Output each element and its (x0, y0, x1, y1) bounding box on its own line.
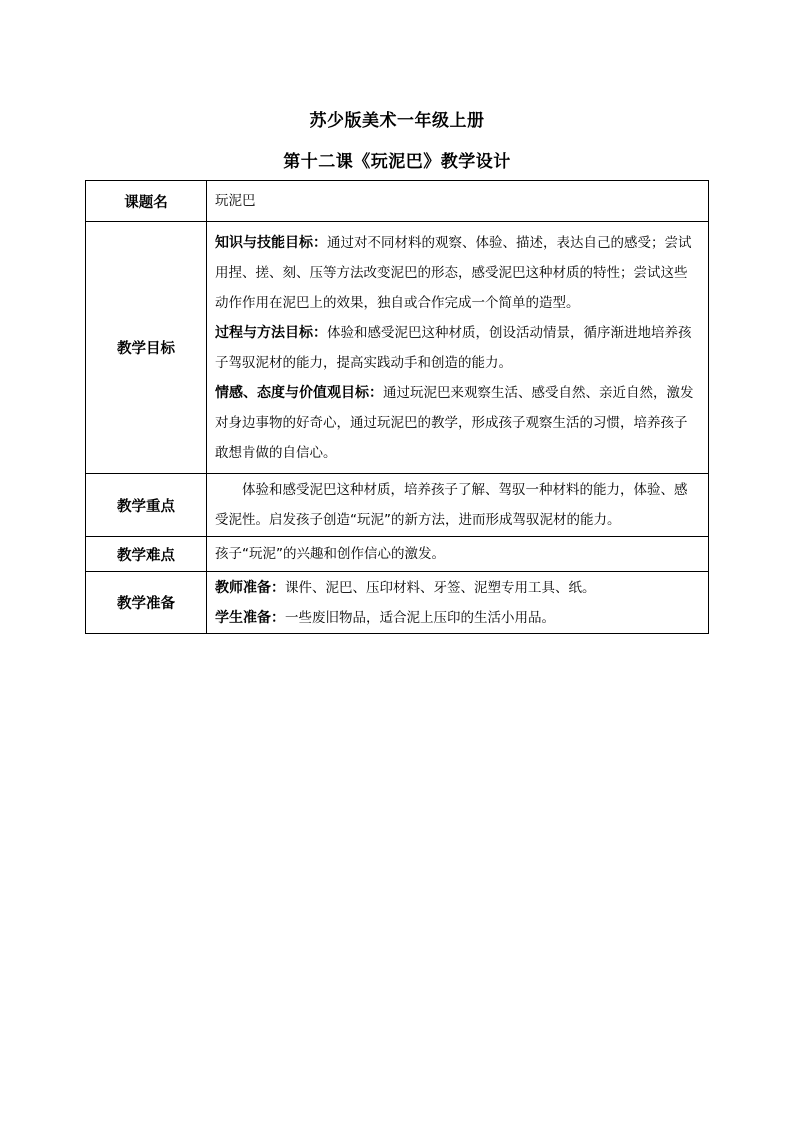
label-goals: 教学目标 (86, 222, 207, 474)
value-goals (207, 222, 709, 474)
lesson-plan-table (85, 180, 709, 634)
goal-process-text: 体验和感受泥巴这种材质，创设活动情景，循序渐进地培养孩子驾驭泥材的能力，提高实践动手和创造的能力。 (215, 324, 692, 371)
value-difficulty: 孩子“玩泥”的兴趣和创作信心的激发。 (207, 537, 709, 572)
goal-knowledge (215, 228, 700, 318)
label-key: 教学重点 (86, 474, 207, 537)
goal-attitude-text: 通过玩泥巴来观察生活、感受自然、亲近自然，激发对身边事物的好奇心，通过玩泥巴的教学，形成孩子观察生活的习惯，培养孩子敢想肯做的自信心。 (215, 384, 694, 461)
table-row-prep (86, 572, 709, 634)
goal-knowledge-heading: 知识与技能目标： (215, 234, 327, 251)
document-subtitle: 第十二课《玩泥巴》教学设计 (283, 152, 511, 172)
key-text: 体验和感受泥巴这种材质，培养孩子了解、驾驭一种材料的能力，体验、感受泥性。启发孩子创造“玩泥”的新方法，进而形成驾驭泥材的能力。 (215, 482, 688, 528)
label-difficulty: 教学难点 (86, 537, 207, 572)
table-row-goals (86, 222, 709, 474)
goal-attitude (215, 378, 700, 468)
document-title: 苏少版美术一年级上册 (309, 111, 485, 131)
prep-student (215, 603, 700, 633)
goal-knowledge-text: 通过对不同材料的观察、体验、描述，表达自己的感受；尝试用捏、搓、刻、压等方法改变泥巴的形态，感受泥巴这种材质的特性；尝试这些动作作用在泥巴上的效果，独自或合作完成一个简单的造型。 (215, 234, 692, 311)
table-row-key (86, 474, 709, 537)
prep-student-text: 一些废旧物品，适合泥上压印的生活小用品。 (285, 609, 555, 626)
prep-teacher (215, 573, 700, 603)
value-topic: 玩泥巴 (207, 181, 709, 222)
value-prep (207, 572, 709, 634)
goal-attitude-heading: 情感、态度与价值观目标： (215, 384, 383, 401)
goal-process-heading: 过程与方法目标： (215, 324, 327, 341)
prep-teacher-text: 课件、泥巴、压印材料、牙签、泥塑专用工具、纸。 (285, 579, 596, 596)
table-row-difficulty (86, 537, 709, 572)
prep-student-heading: 学生准备： (215, 609, 285, 626)
label-topic: 课题名 (86, 181, 207, 222)
value-key (207, 474, 709, 537)
goal-process (215, 318, 700, 378)
prep-teacher-heading: 教师准备： (215, 579, 285, 596)
table-row-topic (86, 181, 709, 222)
label-prep: 教学准备 (86, 572, 207, 634)
